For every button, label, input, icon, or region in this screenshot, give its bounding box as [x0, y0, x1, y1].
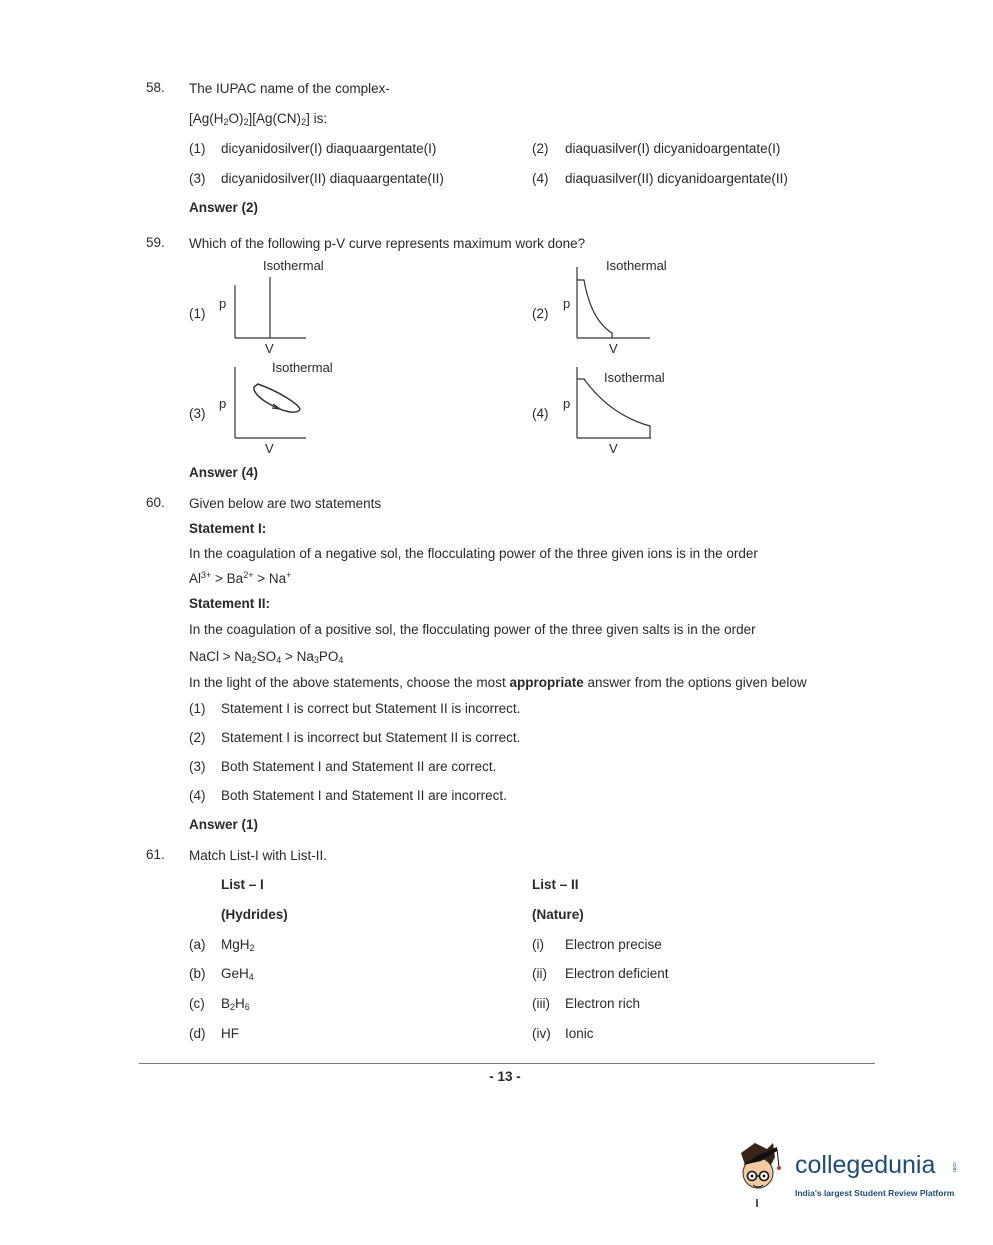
q59-option-3-num: (3)	[189, 406, 206, 421]
graph-4-curve	[577, 379, 650, 438]
graph-3-v-label: V	[265, 441, 274, 456]
q60-question: Given below are two statements	[189, 496, 382, 511]
list1-item-b-text: GeH$_4$	[221, 966, 254, 982]
q58-question: The IUPAC name of the complex-	[189, 81, 390, 96]
q60-option-1-text: Statement I is correct but Statement II is incorrect.	[221, 701, 521, 716]
q58-option-4-num: (4)	[532, 171, 549, 186]
list2-item-iv-text: Ionic	[565, 1026, 594, 1041]
graph-2-title: Isothermal	[606, 258, 667, 273]
q60-statement1-text: In the coagulation of a negative sol, the flocculating power of the three given ions is in the order	[189, 546, 758, 561]
page-number: - 13 -	[489, 1069, 521, 1084]
q60-option-2-text: Statement I is incorrect but Statement II is correct.	[221, 730, 521, 745]
graph-4-p-label: p	[563, 396, 571, 411]
q60-option-3-text: Both Statement I and Statement II are correct.	[221, 759, 497, 774]
list2-item-i-num: (i)	[532, 937, 544, 952]
list1-item-a-text: MgH$_2$	[221, 937, 255, 953]
q60-statement1-order: $Al^{3+} > Ba^{2+} > Na^+$	[189, 570, 292, 586]
list1-item-c-num: (c)	[189, 996, 205, 1011]
list2-item-iv-num: (iv)	[532, 1026, 551, 1041]
q59-graph-3	[210, 357, 340, 462]
q60-option-3-num: (3)	[189, 759, 206, 774]
graph-1-v-label: V	[265, 341, 274, 356]
q58-option-4-text: diaquasilver(II) dicyanidoargentate(II)	[565, 171, 788, 186]
q58-formula: $[Ag(H_2O)_2][Ag(CN)_2]$ is:	[189, 111, 328, 127]
list1-item-b-num: (b)	[189, 966, 206, 981]
q60-instruction-bold: appropriate	[509, 675, 584, 690]
q61-question: Match List-I with List-II.	[189, 848, 328, 863]
list2-item-i-text: Electron precise	[565, 937, 662, 952]
q58-number: 58.	[146, 80, 165, 95]
q60-answer: Answer (1)	[189, 817, 259, 832]
graph-2-p-label: p	[563, 296, 571, 311]
q60-statement2-order: NaCl > $Na_2SO_4 > Na_3PO_4$	[189, 649, 344, 665]
q58-answer: Answer (2)	[189, 200, 259, 215]
brand-name: collegedunia	[795, 1151, 936, 1179]
q59-graph-1	[210, 255, 340, 360]
list1-subtitle: (Hydrides)	[221, 907, 288, 922]
q60-statement2-heading: Statement II:	[189, 596, 271, 611]
footer-divider	[139, 1063, 875, 1064]
graph-3-title: Isothermal	[272, 360, 333, 375]
q61-number: 61.	[146, 847, 165, 862]
list2-item-ii-text: Electron deficient	[565, 966, 669, 981]
q60-option-4-num: (4)	[189, 788, 206, 803]
q58-option-3-num: (3)	[189, 171, 206, 186]
q60-instruction-pre: In the light of the above statements, choose the most	[189, 675, 510, 690]
q60-option-4-text: Both Statement I and Statement II are incorrect.	[221, 788, 507, 803]
q58-option-1-text: dicyanidosilver(I) diaquaargentate(I)	[221, 141, 437, 156]
list2-item-ii-num: (ii)	[532, 966, 547, 981]
q59-graph-2	[555, 255, 685, 360]
q60-statement1-heading: Statement I:	[189, 521, 267, 536]
list2-subtitle: (Nature)	[532, 907, 584, 922]
q58-option-2-num: (2)	[532, 141, 549, 156]
brand-tagline: India's largest Student Review Platform	[795, 1188, 955, 1198]
q59-option-4-num: (4)	[532, 406, 549, 421]
graph-1-title: Isothermal	[263, 258, 324, 273]
graph-3-p-label: p	[219, 396, 227, 411]
q59-option-2-num: (2)	[532, 306, 549, 321]
graph-3-cycle-curve	[254, 384, 300, 412]
brand-suffix: .com	[951, 1161, 957, 1172]
list2-item-iii-text: Electron rich	[565, 996, 641, 1011]
q59-option-1-num: (1)	[189, 306, 206, 321]
q58-option-3-text: dicyanidosilver(II) diaquaargentate(II)	[221, 171, 444, 186]
q60-instruction	[189, 675, 807, 691]
list1-item-d-num: (d)	[189, 1026, 206, 1041]
list1-item-c-text: $B_2H_6$	[221, 996, 250, 1012]
list1-item-a-num: (a)	[189, 937, 206, 952]
graph-2-v-label: V	[609, 341, 618, 356]
q59-graph-4	[555, 357, 685, 462]
q59-number: 59.	[146, 235, 165, 250]
q59-question: Which of the following p-V curve represents maximum work done?	[189, 236, 586, 251]
list1-item-d-text: HF	[221, 1026, 239, 1041]
graph-4-v-label: V	[609, 441, 618, 456]
graph-4-title: Isothermal	[604, 370, 665, 385]
q60-statement2-text: In the coagulation of a positive sol, the flocculating power of the three given salts is in the order	[189, 622, 756, 637]
graph-2-curve	[577, 280, 612, 338]
q60-option-2-num: (2)	[189, 730, 206, 745]
list1-title: List – I	[221, 877, 264, 892]
q59-answer: Answer (4)	[189, 465, 259, 480]
q60-instruction-post: answer from the options given below	[583, 675, 807, 690]
q60-option-1-num: (1)	[189, 701, 206, 716]
list2-item-iii-num: (iii)	[532, 996, 550, 1011]
q58-option-1-num: (1)	[189, 141, 206, 156]
list2-title: List – II	[532, 877, 579, 892]
q58-option-2-text: diaquasilver(I) dicyanidoargentate(I)	[565, 141, 781, 156]
q60-number: 60.	[146, 495, 165, 510]
graph-1-p-label: p	[219, 296, 227, 311]
